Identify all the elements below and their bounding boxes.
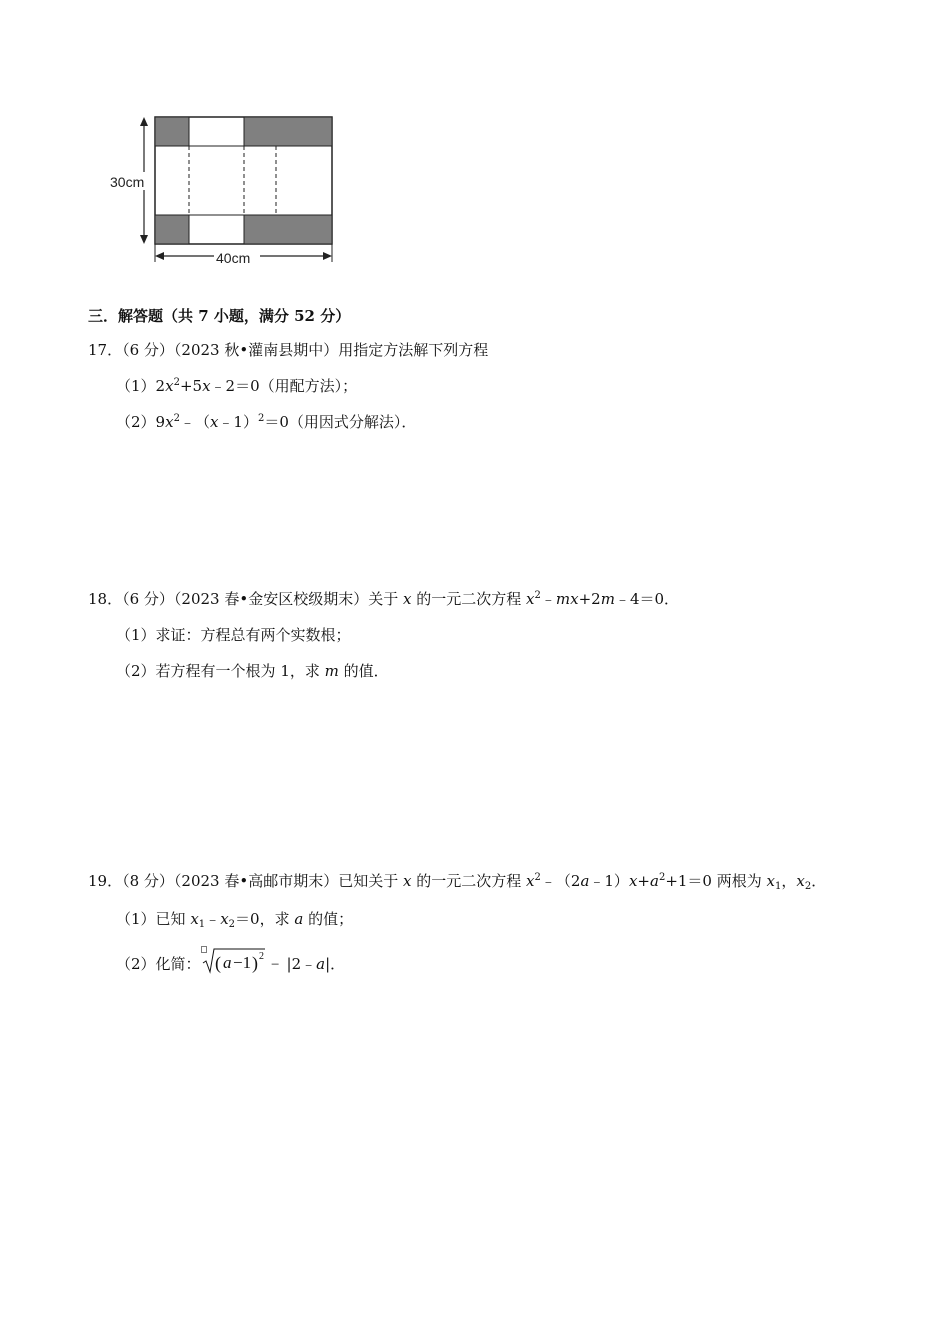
question-19-part-1: （1）已知 $x_1﹣x_2=0$，求 a 的值； — [116, 910, 354, 930]
width-label: 40cm — [216, 250, 251, 266]
square-root-symbol — [201, 945, 287, 975]
height-label: 30cm — [110, 174, 145, 190]
question-18-part-2: （2）若方程有一个根为 1，求 m 的值． — [116, 662, 389, 680]
question-text: 用指定方法解下列方程 — [338, 341, 489, 359]
question-17-part-2: $(2)9x^2﹣(x﹣1)^2=0$（用因式分解法）． — [116, 413, 417, 431]
shaded-corner-bottom-right — [244, 215, 332, 244]
question-source: （2023 春•金安区校级期末） — [173, 590, 369, 608]
question-score: （8 分） — [122, 872, 174, 890]
shaded-corner-top-right — [244, 117, 332, 146]
svg-text:2: 2 — [258, 951, 264, 962]
question-19-part-2: （2）化简： ( a −1 ) 2 − |2﹣a|． — [116, 945, 345, 975]
question-score: （6 分） — [122, 341, 174, 359]
question-number: 19． — [88, 872, 123, 890]
question-source: （2023 春•高邮市期末） — [173, 872, 339, 890]
question-17-stem — [88, 340, 488, 360]
question-score: （6 分） — [122, 590, 174, 608]
svg-text:−: − — [270, 957, 280, 973]
svg-text:): ) — [251, 953, 258, 973]
shaded-corner-bottom-left — [155, 215, 189, 244]
question-19-stem: 19．（8 分）（2023 春•高邮市期末）已知关于 x 的一元二次方程 $x^2﹣(2a﹣1)x+a^2+1=0$ 两根为 $x_1$，$x_2$． — [88, 872, 827, 892]
box-net-figure — [104, 110, 344, 270]
question-number: 18． — [88, 590, 123, 608]
question-18-stem: 18．（6 分）（2023 春•金安区校级期末）关于 x 的一元二次方程 $x^2﹣mx+2m﹣4=0$． — [88, 590, 680, 608]
radical-expression — [201, 945, 287, 975]
section-heading: 三．解答题（共 7 小题，满分 52 分） — [88, 307, 351, 325]
question-source: （2023 秋•灌南县期中） — [173, 341, 339, 359]
question-number: 17． — [88, 341, 123, 359]
question-18-part-1: （1）求证：方程总有两个实数根； — [116, 626, 351, 644]
svg-text:−1: −1 — [232, 953, 251, 972]
svg-text:a: a — [222, 953, 232, 972]
svg-text:(: ( — [214, 953, 221, 973]
question-17-part-1: $(1)2x^2+5x﹣2=0$（用配方法）； — [116, 377, 358, 395]
shaded-corner-top-left — [155, 117, 189, 146]
